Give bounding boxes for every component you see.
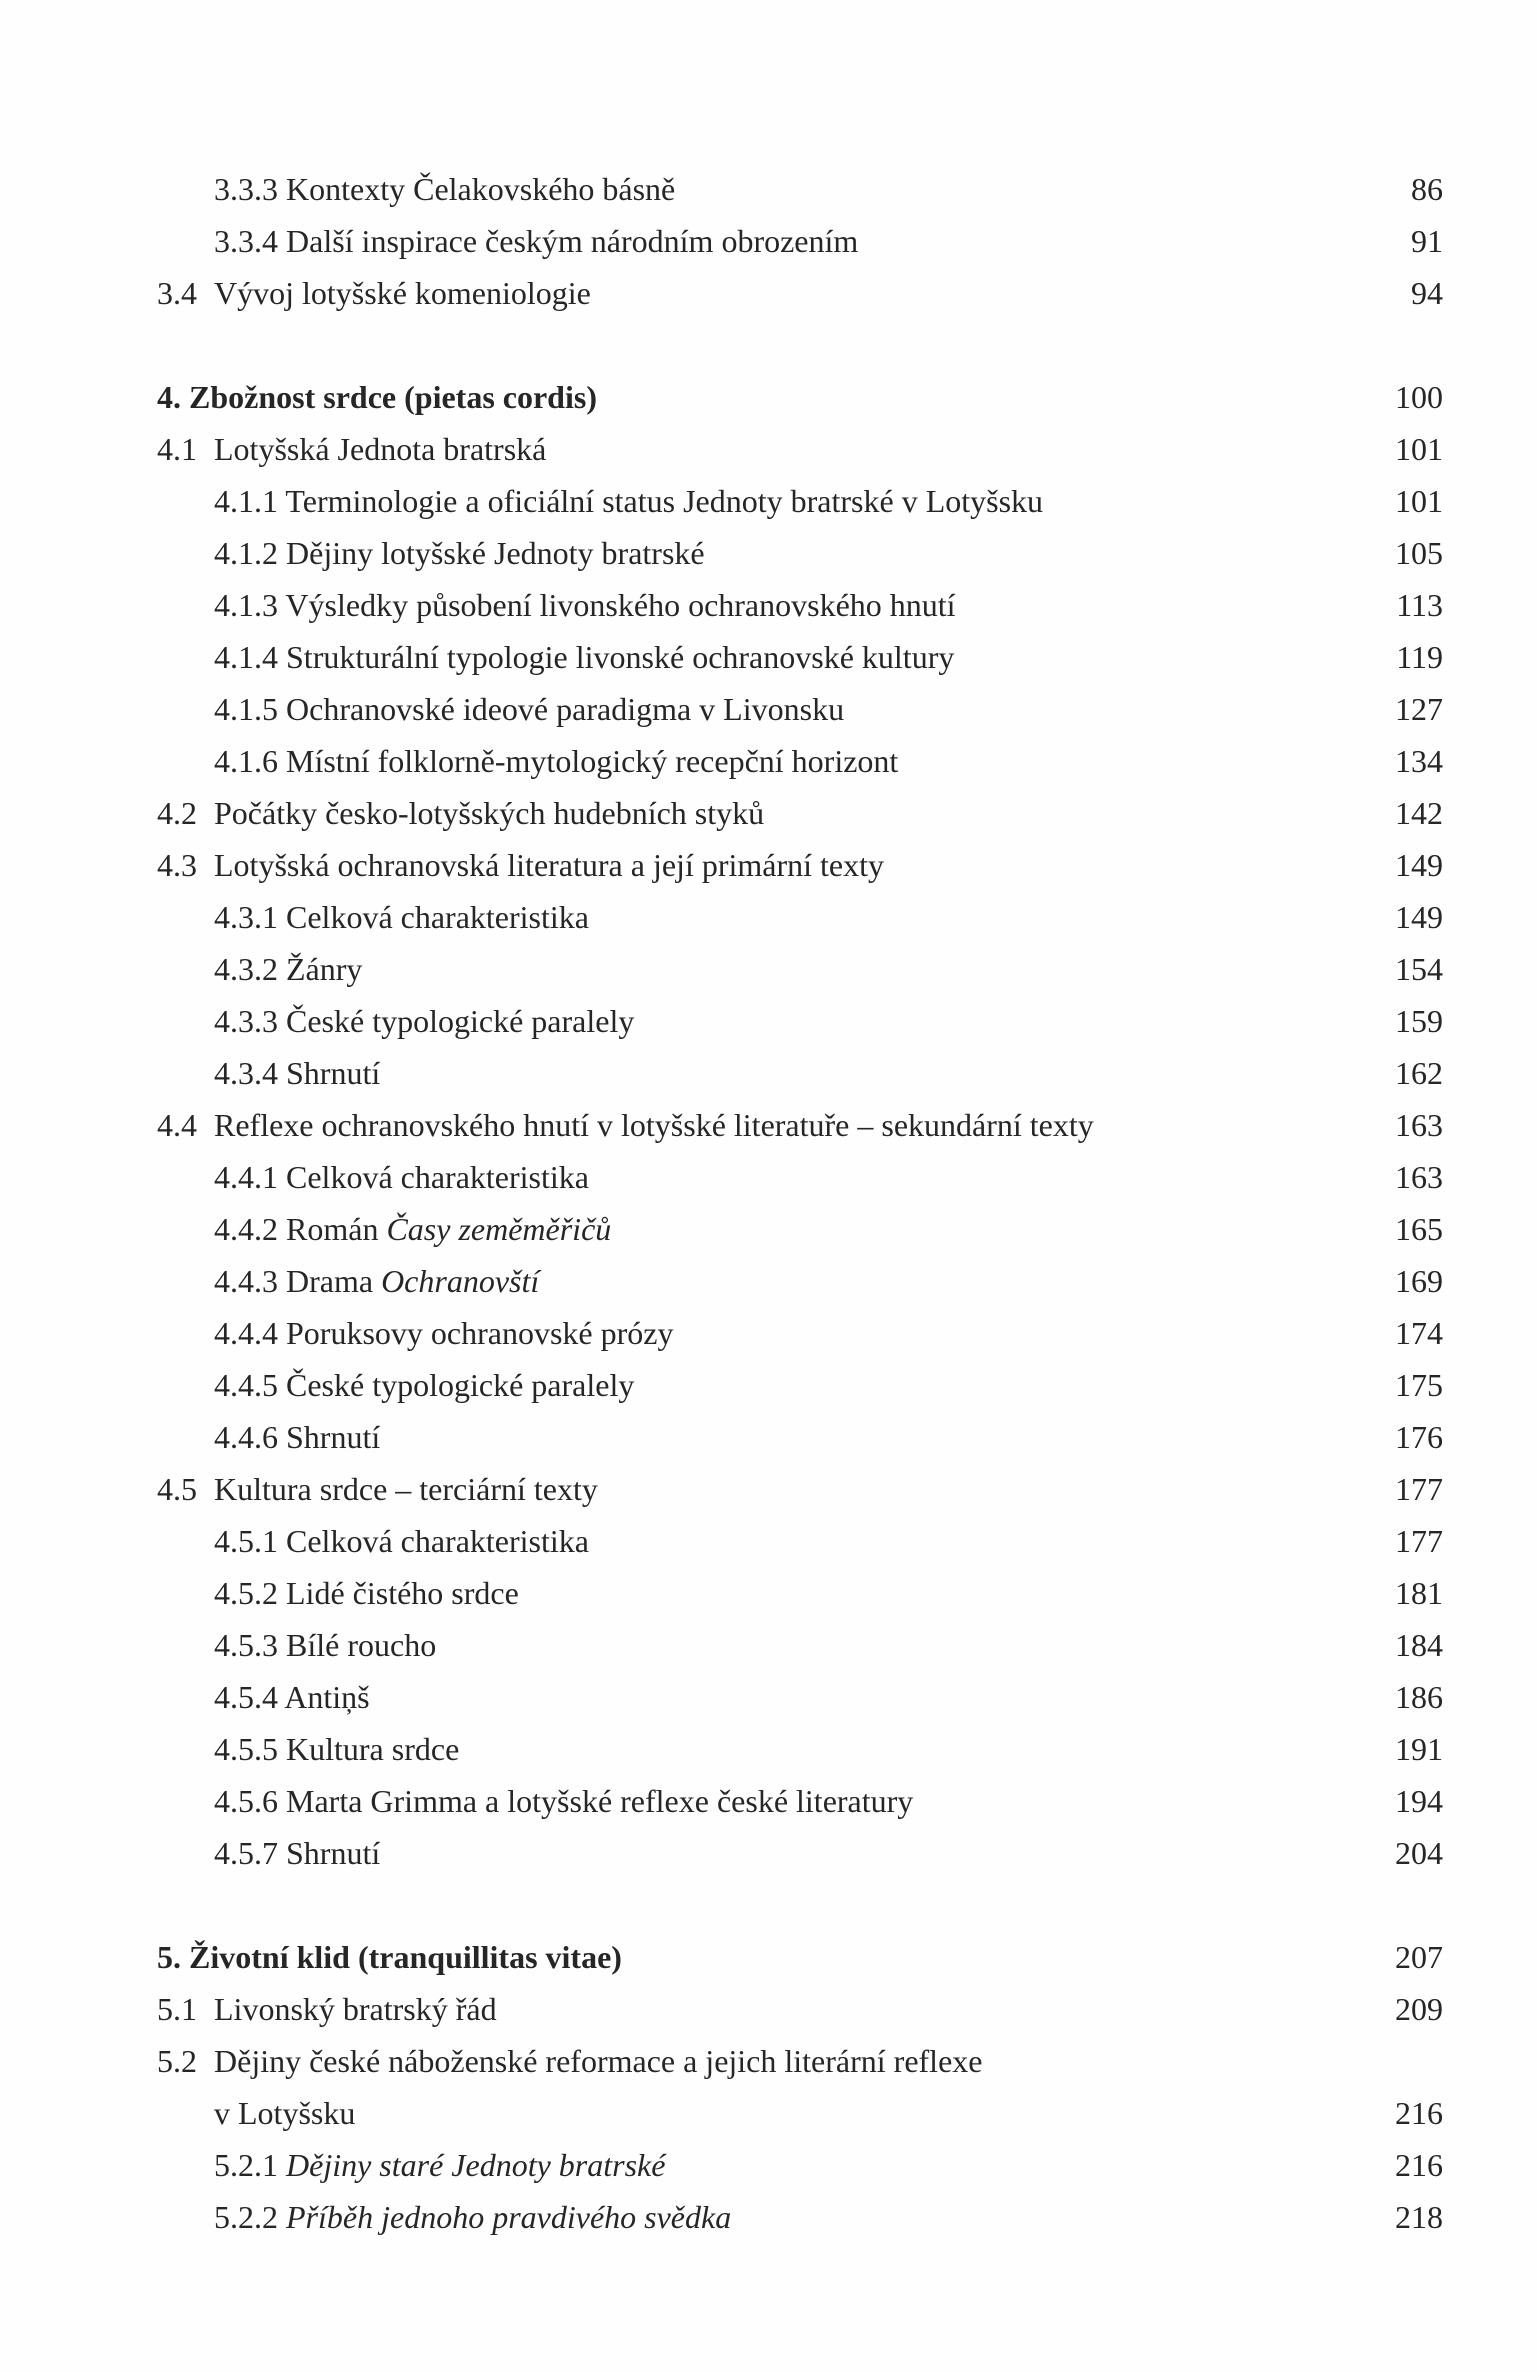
section-title: Lotyšská ochranovská literatura a její primární texty — [214, 847, 884, 883]
section-number: 4.4.4 — [214, 1315, 278, 1351]
section-title: Livonský bratrský řád — [214, 1991, 497, 2027]
page-number: 165 — [1395, 1211, 1443, 1247]
page-number: 119 — [1396, 639, 1443, 675]
chapter-title: Životní klid (tranquillitas vitae) — [189, 1939, 622, 1975]
section-title: Marta Grimma a lotyšské reflexe české literatury — [286, 1783, 914, 1819]
section-number: 4.1.1 — [214, 483, 278, 519]
toc-entry-label — [214, 735, 898, 787]
toc-entry[interactable] — [0, 1671, 1537, 1723]
page-number: 174 — [1395, 1315, 1443, 1351]
toc-entry-label — [157, 1931, 622, 1983]
section-title: Bílé roucho — [286, 1627, 437, 1663]
section-title: Dějiny lotyšské Jednoty bratrské — [286, 535, 705, 571]
page-number: 191 — [1395, 1731, 1443, 1767]
section-number: 5.2.2 — [214, 2199, 278, 2235]
toc-entry-label — [214, 943, 362, 995]
section-number: 4.5.3 — [214, 1627, 278, 1663]
section-title: České typologické paralely — [286, 1003, 635, 1039]
section-number: 4.1.5 — [214, 691, 278, 727]
section-number: 4.1.4 — [214, 639, 278, 675]
section-title: Lidé čistého srdce — [286, 1575, 519, 1611]
section-number: 4.5.7 — [214, 1835, 278, 1871]
toc-entry[interactable] — [0, 1983, 1537, 2035]
toc-entry-label — [157, 371, 597, 423]
section-title: Vývoj lotyšské komeniologie — [214, 275, 591, 311]
toc-entry-label — [157, 787, 764, 839]
page-number: 149 — [1395, 899, 1443, 935]
section-number: 4.5.1 — [214, 1523, 278, 1559]
section-number: 3.4 — [157, 275, 197, 311]
section-number: 4.3.1 — [214, 899, 278, 935]
page-number: 100 — [1395, 379, 1443, 415]
section-number: 4.1.3 — [214, 587, 278, 623]
toc-entry-continuation[interactable] — [0, 2087, 1537, 2139]
toc-entry-label — [214, 1515, 589, 1567]
page-number: 134 — [1395, 743, 1443, 779]
toc-entry[interactable] — [0, 2191, 1537, 2243]
section-title: Shrnutí — [286, 1055, 381, 1091]
chapter-number: 4. — [157, 379, 181, 415]
page-number: 177 — [1395, 1471, 1443, 1507]
page-number: 209 — [1395, 1991, 1443, 2027]
page-number: 86 — [1411, 171, 1443, 207]
page-number: 162 — [1395, 1055, 1443, 1091]
page-number: 149 — [1395, 847, 1443, 883]
toc-entry[interactable] — [0, 1255, 1537, 1307]
toc-entry-label — [157, 1983, 497, 2035]
page-number: 218 — [1395, 2199, 1443, 2235]
section-title: Shrnutí — [286, 1835, 381, 1871]
page-number: 163 — [1395, 1159, 1443, 1195]
toc-entry[interactable] — [0, 943, 1537, 995]
toc-entry-label — [214, 579, 956, 631]
section-title: Žánry — [286, 951, 363, 987]
chapter-title: Zbožnost srdce (pietas cordis) — [189, 379, 597, 415]
toc-entry-label — [214, 2191, 731, 2243]
toc-entry[interactable] — [0, 163, 1537, 215]
toc-entry-label — [214, 683, 844, 735]
toc-entry[interactable] — [0, 1047, 1537, 1099]
section-number: 4.5.4 — [214, 1679, 278, 1715]
toc-entry-label — [214, 1151, 589, 1203]
section-number: 4.4.3 — [214, 1263, 278, 1299]
toc-entry-label — [214, 1775, 913, 1827]
page-number: 154 — [1395, 951, 1443, 987]
toc-entry[interactable] — [0, 735, 1537, 787]
toc-entry[interactable] — [0, 1827, 1537, 1879]
section-title: Reflexe ochranovského hnutí v lotyšské literatuře – sekundární texty — [214, 1107, 1094, 1143]
section-title: Kultura srdce – terciární texty — [214, 1471, 598, 1507]
toc-entry-label — [214, 1723, 459, 1775]
page-number: 163 — [1395, 1107, 1443, 1143]
section-title: Lotyšská Jednota bratrská — [214, 431, 547, 467]
toc-entry-label — [214, 1567, 519, 1619]
page-number: 127 — [1395, 691, 1443, 727]
toc-entry-label — [214, 1255, 539, 1307]
toc-entry[interactable] — [0, 1567, 1537, 1619]
page-number: 204 — [1395, 1835, 1443, 1871]
section-number: 4.5 — [157, 1471, 197, 1507]
toc-entry-label — [214, 1307, 673, 1359]
toc-entry-label — [157, 423, 546, 475]
section-number: 5.2.1 — [214, 2147, 278, 2183]
page-number: 101 — [1395, 431, 1443, 467]
section-number: 4.4.2 — [214, 1211, 278, 1247]
toc-entry[interactable] — [0, 683, 1537, 735]
section-number: 4.1.2 — [214, 535, 278, 571]
page-number: 101 — [1395, 483, 1443, 519]
toc-entry-label — [214, 1619, 436, 1671]
toc-entry[interactable] — [0, 475, 1537, 527]
section-number: 5.1 — [157, 1991, 197, 2027]
toc-entry[interactable] — [0, 787, 1537, 839]
section-number: 4.1.6 — [214, 743, 278, 779]
section-number: 4.5.2 — [214, 1575, 278, 1611]
section-title: Celková charakteristika — [286, 1159, 589, 1195]
page-number: 194 — [1395, 1783, 1443, 1819]
section-title-italic: Ochranovští — [381, 1263, 540, 1299]
page-number: 175 — [1395, 1367, 1443, 1403]
toc-entry-label — [214, 891, 589, 943]
toc-entry-label — [157, 2035, 982, 2087]
toc-entry-label — [157, 839, 884, 891]
section-number: 4.4.6 — [214, 1419, 278, 1455]
section-title: Další inspirace českým národním obrozením — [286, 223, 859, 259]
toc-entry-label — [214, 163, 675, 215]
page-number: 216 — [1395, 2095, 1443, 2131]
section-number: 4.3.2 — [214, 951, 278, 987]
page-number: 113 — [1396, 587, 1443, 623]
section-number: 4.5.6 — [214, 1783, 278, 1819]
toc-entry-label — [214, 1203, 611, 1255]
toc-entry-label — [157, 267, 591, 319]
toc-entry[interactable] — [0, 839, 1537, 891]
toc-entry[interactable] — [0, 1203, 1537, 1255]
toc-chapter-heading[interactable] — [0, 371, 1537, 423]
section-number: 4.3.4 — [214, 1055, 278, 1091]
section-title: Celková charakteristika — [286, 899, 589, 935]
section-number: 4.5.5 — [214, 1731, 278, 1767]
section-title: Celková charakteristika — [286, 1523, 589, 1559]
toc-entry[interactable] — [0, 995, 1537, 1047]
toc-entry[interactable] — [0, 891, 1537, 943]
section-title-italic: Časy zeměměřičů — [386, 1211, 612, 1247]
toc-chapter-heading[interactable] — [0, 1931, 1537, 1983]
toc-entry[interactable] — [0, 267, 1537, 319]
toc-entry[interactable] — [0, 2139, 1537, 2191]
toc-entry[interactable] — [0, 1515, 1537, 1567]
toc-entry-label — [214, 2139, 665, 2191]
toc-entry-label — [157, 1463, 598, 1515]
section-number: 4.4.5 — [214, 1367, 278, 1403]
toc-entry[interactable] — [0, 1411, 1537, 1463]
toc-entry-label — [157, 1099, 1094, 1151]
section-title: Drama — [286, 1263, 382, 1299]
toc-entry-label — [214, 527, 705, 579]
section-number: 4.4 — [157, 1107, 197, 1143]
section-title-italic: Příběh jednoho pravdivého svědka — [286, 2199, 732, 2235]
section-number: 5.2 — [157, 2043, 197, 2079]
section-number: 3.3.4 — [214, 223, 278, 259]
chapter-number: 5. — [157, 1939, 181, 1975]
section-title: Ochranovské ideové paradigma v Livonsku — [286, 691, 845, 727]
toc-entry[interactable] — [0, 1775, 1537, 1827]
toc-entry-label — [214, 995, 634, 1047]
page-number: 169 — [1395, 1263, 1443, 1299]
toc-entry[interactable] — [0, 1359, 1537, 1411]
page-number: 186 — [1395, 1679, 1443, 1715]
toc-entry[interactable] — [0, 215, 1537, 267]
page-number: 176 — [1395, 1419, 1443, 1455]
section-number: 3.3.3 — [214, 171, 278, 207]
toc-entry-label — [214, 1047, 380, 1099]
page-number: 159 — [1395, 1003, 1443, 1039]
page-number: 177 — [1395, 1523, 1443, 1559]
section-number: 4.3 — [157, 847, 197, 883]
section-title-continuation: v Lotyšsku — [214, 2095, 356, 2131]
section-title: Román — [286, 1211, 387, 1247]
toc-entry[interactable] — [0, 1151, 1537, 1203]
section-title: Terminologie a oficiální status Jednoty bratrské v Lotyšsku — [285, 483, 1044, 519]
section-title: Poruksovy ochranovské prózy — [286, 1315, 674, 1351]
toc-entry[interactable] — [0, 579, 1537, 631]
section-number: 4.1 — [157, 431, 197, 467]
section-title: Místní folklorně-mytologický recepční horizont — [286, 743, 899, 779]
page-number: 181 — [1395, 1575, 1443, 1611]
section-number: 4.4.1 — [214, 1159, 278, 1195]
section-title: Shrnutí — [286, 1419, 381, 1455]
toc-entry[interactable] — [0, 631, 1537, 683]
toc-entry-label — [214, 215, 858, 267]
page-number: 184 — [1395, 1627, 1443, 1663]
toc-entry[interactable] — [0, 527, 1537, 579]
toc-entry[interactable] — [0, 423, 1537, 475]
toc-entry[interactable] — [0, 1307, 1537, 1359]
page-number: 105 — [1395, 535, 1443, 571]
section-title-italic: Dějiny staré Jednoty bratrské — [286, 2147, 666, 2183]
section-title: Strukturální typologie livonské ochranovské kultury — [286, 639, 955, 675]
section-title: Kontexty Čelakovského básně — [286, 171, 676, 207]
toc-entry-label — [214, 1411, 380, 1463]
page-number: 216 — [1395, 2147, 1443, 2183]
section-title: Antiņš — [284, 1679, 370, 1715]
toc-entry-label — [214, 1359, 634, 1411]
section-title: Počátky česko-lotyšských hudebních styků — [214, 795, 765, 831]
toc-entry[interactable] — [0, 2035, 1537, 2087]
section-number: 4.2 — [157, 795, 197, 831]
toc-entry[interactable] — [0, 1723, 1537, 1775]
toc-entry-label — [214, 1671, 370, 1723]
section-title: České typologické paralely — [286, 1367, 635, 1403]
page-number: 94 — [1411, 275, 1443, 311]
toc-entry[interactable] — [0, 1463, 1537, 1515]
toc-entry[interactable] — [0, 1619, 1537, 1671]
page-number: 91 — [1411, 223, 1443, 259]
page-number: 207 — [1395, 1939, 1443, 1975]
page-number: 142 — [1395, 795, 1443, 831]
toc-entry[interactable] — [0, 1099, 1537, 1151]
section-title: Výsledky působení livonského ochranovského hnutí — [285, 587, 956, 623]
section-title: Kultura srdce — [286, 1731, 460, 1767]
toc-entry-label — [214, 631, 954, 683]
section-title: Dějiny české náboženské reformace a jejich literární reflexe — [214, 2043, 983, 2079]
section-number: 4.3.3 — [214, 1003, 278, 1039]
toc-entry-label — [214, 1827, 380, 1879]
toc-entry-label — [214, 475, 1043, 527]
